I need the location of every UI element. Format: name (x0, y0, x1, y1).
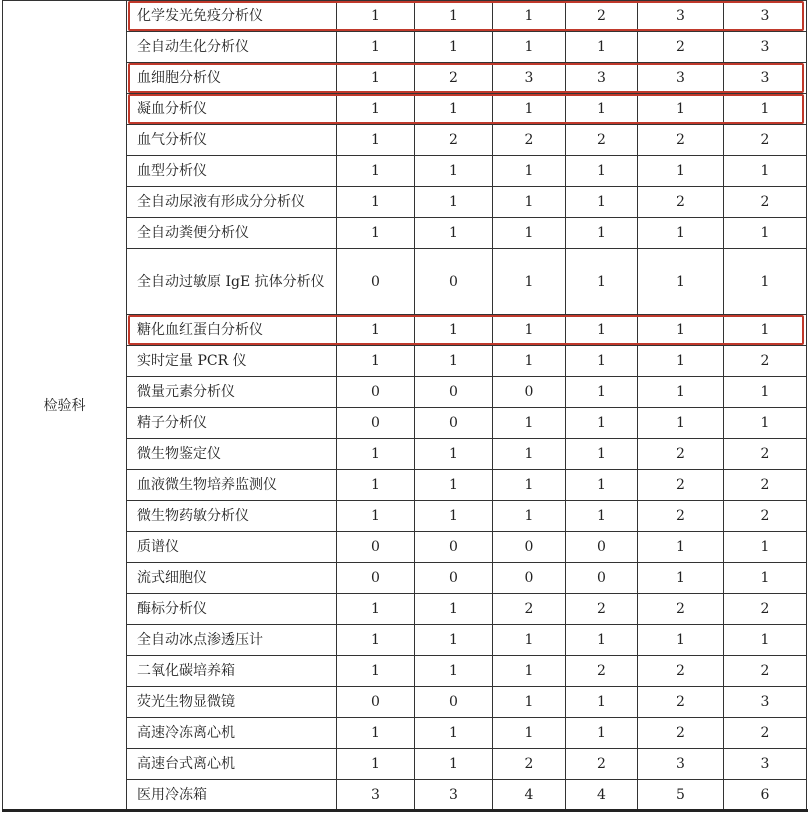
equipment-name: 微生物药敏分析仪 (137, 508, 249, 524)
quantity-cell: 1 (724, 625, 807, 656)
quantity-cell: 0 (337, 532, 415, 563)
quantity-cell: 2 (638, 187, 724, 218)
quantity-cell: 2 (415, 125, 493, 156)
quantity-cell: 2 (724, 125, 807, 156)
quantity-cell: 0 (337, 408, 415, 439)
quantity-cell: 1 (566, 218, 638, 249)
quantity-cell: 2 (566, 594, 638, 625)
equipment-name: 血液微生物培养监测仪 (137, 477, 277, 493)
equipment-name: 血细胞分析仪 (137, 70, 221, 86)
quantity-cell: 1 (493, 1, 566, 32)
quantity-cell: 3 (724, 63, 807, 94)
quantity-cell: 1 (724, 156, 807, 187)
quantity-cell: 1 (493, 656, 566, 687)
quantity-cell: 0 (493, 532, 566, 563)
equipment-name: 凝血分析仪 (137, 101, 207, 117)
quantity-cell: 1 (415, 94, 493, 125)
quantity-cell: 0 (566, 532, 638, 563)
quantity-cell: 1 (566, 718, 638, 749)
quantity-cell: 1 (415, 594, 493, 625)
quantity-cell: 1 (724, 249, 807, 315)
quantity-cell: 1 (493, 32, 566, 63)
equipment-name-cell (127, 377, 337, 408)
quantity-cell: 2 (415, 63, 493, 94)
quantity-cell: 1 (566, 501, 638, 532)
quantity-cell: 1 (566, 625, 638, 656)
quantity-cell: 1 (415, 1, 493, 32)
quantity-cell: 1 (337, 218, 415, 249)
quantity-cell: 1 (566, 315, 638, 346)
quantity-cell: 1 (566, 377, 638, 408)
quantity-cell: 3 (724, 749, 807, 780)
quantity-cell: 1 (724, 532, 807, 563)
quantity-cell: 1 (415, 439, 493, 470)
quantity-cell: 1 (493, 470, 566, 501)
quantity-cell: 1 (337, 32, 415, 63)
equipment-name: 微量元素分析仪 (137, 384, 235, 400)
equipment-name: 实时定量 PCR 仪 (137, 353, 247, 369)
quantity-cell: 1 (566, 408, 638, 439)
quantity-cell: 1 (566, 687, 638, 718)
quantity-cell: 1 (724, 408, 807, 439)
quantity-cell: 0 (415, 563, 493, 594)
equipment-name-cell (127, 1, 337, 32)
equipment-name: 精子分析仪 (137, 415, 207, 431)
quantity-cell: 1 (415, 625, 493, 656)
quantity-cell: 3 (638, 63, 724, 94)
equipment-name: 高速冷冻离心机 (137, 725, 235, 741)
equipment-name: 糖化血红蛋白分析仪 (137, 322, 263, 338)
quantity-cell: 0 (415, 408, 493, 439)
quantity-cell: 1 (337, 346, 415, 377)
quantity-cell: 1 (337, 749, 415, 780)
quantity-cell: 1 (415, 218, 493, 249)
department-cell: 检验科 (3, 1, 127, 811)
quantity-cell: 2 (638, 439, 724, 470)
quantity-cell: 1 (493, 408, 566, 439)
quantity-cell: 1 (415, 749, 493, 780)
quantity-cell: 3 (415, 780, 493, 811)
equipment-name-cell (127, 594, 337, 625)
quantity-cell: 1 (337, 63, 415, 94)
quantity-cell: 2 (638, 718, 724, 749)
quantity-cell: 2 (724, 470, 807, 501)
equipment-name-cell (127, 63, 337, 94)
quantity-cell: 1 (493, 187, 566, 218)
equipment-name-cell (127, 94, 337, 125)
quantity-cell: 1 (638, 563, 724, 594)
equipment-name-cell (127, 187, 337, 218)
quantity-cell: 1 (566, 32, 638, 63)
quantity-cell: 1 (493, 439, 566, 470)
quantity-cell: 3 (337, 780, 415, 811)
quantity-cell: 1 (566, 249, 638, 315)
equipment-name: 全自动过敏原 IgE 抗体分析仪 (137, 273, 325, 290)
quantity-cell: 2 (724, 439, 807, 470)
quantity-cell: 2 (638, 501, 724, 532)
quantity-cell: 1 (415, 315, 493, 346)
quantity-cell: 1 (493, 315, 566, 346)
quantity-cell: 1 (638, 249, 724, 315)
quantity-cell: 1 (415, 346, 493, 377)
quantity-cell: 1 (724, 218, 807, 249)
quantity-cell: 0 (415, 377, 493, 408)
equipment-name-cell (127, 156, 337, 187)
quantity-cell: 1 (638, 532, 724, 563)
equipment-table (2, 0, 807, 811)
equipment-name: 质谱仪 (137, 539, 179, 555)
equipment-name: 全自动粪便分析仪 (137, 225, 249, 241)
table-body (3, 1, 807, 811)
quantity-cell: 1 (493, 718, 566, 749)
quantity-cell: 2 (493, 125, 566, 156)
quantity-cell: 1 (493, 94, 566, 125)
quantity-cell: 0 (566, 563, 638, 594)
equipment-name-cell (127, 346, 337, 377)
quantity-cell: 1 (724, 563, 807, 594)
quantity-cell: 1 (337, 470, 415, 501)
quantity-cell: 2 (566, 656, 638, 687)
quantity-cell: 1 (337, 501, 415, 532)
quantity-cell: 2 (638, 470, 724, 501)
quantity-cell: 1 (566, 470, 638, 501)
equipment-name: 血型分析仪 (137, 163, 207, 179)
quantity-cell: 1 (337, 625, 415, 656)
quantity-cell: 1 (566, 187, 638, 218)
equipment-name: 流式细胞仪 (137, 570, 207, 586)
quantity-cell: 1 (566, 156, 638, 187)
quantity-cell: 1 (337, 156, 415, 187)
quantity-cell: 4 (493, 780, 566, 811)
equipment-name-cell (127, 439, 337, 470)
quantity-cell: 1 (493, 218, 566, 249)
quantity-cell: 1 (337, 718, 415, 749)
equipment-name-cell (127, 563, 337, 594)
equipment-name-cell (127, 687, 337, 718)
quantity-cell: 0 (493, 377, 566, 408)
quantity-cell: 2 (724, 501, 807, 532)
quantity-cell: 1 (566, 94, 638, 125)
equipment-name-cell (127, 218, 337, 249)
equipment-name-cell (127, 780, 337, 811)
quantity-cell: 1 (493, 156, 566, 187)
quantity-cell: 1 (337, 656, 415, 687)
quantity-cell: 2 (638, 656, 724, 687)
quantity-cell: 1 (566, 346, 638, 377)
quantity-cell: 0 (337, 563, 415, 594)
equipment-name: 血气分析仪 (137, 132, 207, 148)
quantity-cell: 0 (337, 687, 415, 718)
quantity-cell: 2 (493, 749, 566, 780)
equipment-name-cell (127, 718, 337, 749)
quantity-cell: 1 (337, 594, 415, 625)
quantity-cell: 1 (337, 439, 415, 470)
quantity-cell: 1 (493, 687, 566, 718)
quantity-cell: 1 (337, 94, 415, 125)
quantity-cell: 3 (566, 63, 638, 94)
quantity-cell: 1 (638, 156, 724, 187)
quantity-cell: 2 (638, 32, 724, 63)
quantity-cell: 2 (566, 125, 638, 156)
equipment-name-cell (127, 249, 337, 315)
equipment-name: 化学发光免疫分析仪 (137, 8, 263, 24)
quantity-cell: 1 (415, 156, 493, 187)
quantity-cell: 1 (337, 1, 415, 32)
quantity-cell: 2 (566, 1, 638, 32)
equipment-name-cell (127, 749, 337, 780)
quantity-cell: 1 (415, 501, 493, 532)
equipment-name-cell (127, 470, 337, 501)
quantity-cell: 0 (493, 563, 566, 594)
equipment-name-cell (127, 532, 337, 563)
equipment-name: 微生物鉴定仪 (137, 446, 221, 462)
quantity-cell: 0 (415, 532, 493, 563)
quantity-cell: 1 (724, 315, 807, 346)
quantity-cell: 1 (337, 187, 415, 218)
quantity-cell: 1 (638, 625, 724, 656)
quantity-cell: 1 (724, 377, 807, 408)
quantity-cell: 1 (337, 315, 415, 346)
quantity-cell: 1 (493, 625, 566, 656)
equipment-name-cell (127, 32, 337, 63)
quantity-cell: 1 (638, 377, 724, 408)
quantity-cell: 0 (337, 377, 415, 408)
quantity-cell: 3 (638, 749, 724, 780)
quantity-cell: 3 (493, 63, 566, 94)
equipment-name-cell (127, 656, 337, 687)
equipment-name-cell (127, 408, 337, 439)
quantity-cell: 3 (724, 1, 807, 32)
quantity-cell: 2 (493, 594, 566, 625)
quantity-cell: 2 (724, 594, 807, 625)
equipment-name-cell (127, 125, 337, 156)
quantity-cell: 2 (566, 749, 638, 780)
quantity-cell: 0 (415, 249, 493, 315)
equipment-name: 全自动生化分析仪 (137, 39, 249, 55)
quantity-cell: 1 (724, 94, 807, 125)
equipment-name: 全自动尿液有形成分分析仪 (137, 194, 305, 210)
quantity-cell: 2 (638, 687, 724, 718)
equipment-name-cell (127, 501, 337, 532)
quantity-cell: 2 (724, 346, 807, 377)
quantity-cell: 1 (415, 470, 493, 501)
equipment-name: 荧光生物显微镜 (137, 694, 235, 710)
quantity-cell: 1 (638, 346, 724, 377)
quantity-cell: 1 (638, 94, 724, 125)
equipment-name: 全自动冰点渗透压计 (137, 632, 263, 648)
table-row (3, 1, 807, 32)
quantity-cell: 1 (493, 501, 566, 532)
quantity-cell: 5 (638, 780, 724, 811)
quantity-cell: 1 (415, 187, 493, 218)
quantity-cell: 6 (724, 780, 807, 811)
quantity-cell: 1 (337, 125, 415, 156)
equipment-name-cell (127, 625, 337, 656)
quantity-cell: 2 (724, 718, 807, 749)
quantity-cell: 1 (638, 315, 724, 346)
quantity-cell: 0 (415, 687, 493, 718)
quantity-cell: 1 (638, 408, 724, 439)
quantity-cell: 1 (415, 656, 493, 687)
quantity-cell: 1 (638, 218, 724, 249)
quantity-cell: 1 (493, 346, 566, 377)
quantity-cell: 2 (638, 594, 724, 625)
quantity-cell: 3 (724, 687, 807, 718)
quantity-cell: 1 (566, 439, 638, 470)
equipment-name: 二氧化碳培养箱 (137, 663, 235, 679)
quantity-cell: 1 (493, 249, 566, 315)
quantity-cell: 2 (724, 656, 807, 687)
quantity-cell: 0 (337, 249, 415, 315)
equipment-name: 高速台式离心机 (137, 756, 235, 772)
quantity-cell: 2 (724, 187, 807, 218)
quantity-cell: 4 (566, 780, 638, 811)
equipment-table-wrapper (2, 0, 806, 830)
equipment-name: 酶标分析仪 (137, 601, 207, 617)
quantity-cell: 3 (724, 32, 807, 63)
quantity-cell: 1 (415, 718, 493, 749)
table-bottom-rule (2, 809, 808, 812)
quantity-cell: 3 (638, 1, 724, 32)
equipment-name-cell (127, 315, 337, 346)
equipment-name: 医用冷冻箱 (137, 787, 207, 803)
quantity-cell: 1 (415, 32, 493, 63)
quantity-cell: 2 (638, 125, 724, 156)
